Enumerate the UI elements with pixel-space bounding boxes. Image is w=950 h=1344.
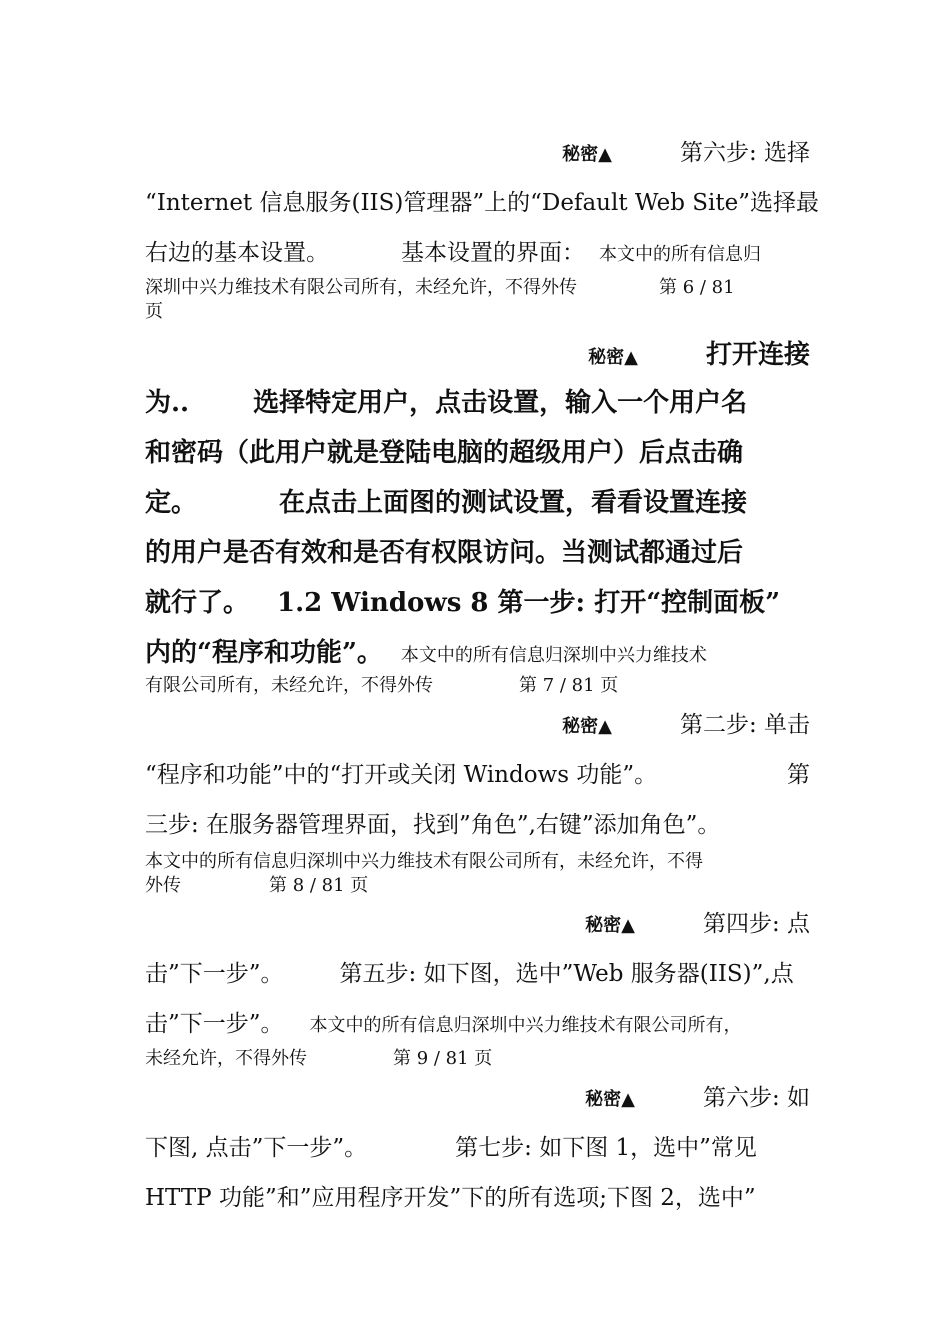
body-text: “程序和功能”中的“打开或关闭 Windows 功能”。 [145, 762, 658, 788]
body-line [145, 955, 810, 988]
body-line [145, 1005, 810, 1038]
body-text: 选择特定用户，点击设置，输入一个用户名 [253, 388, 748, 418]
secret-mark: 秘密▲ [585, 915, 635, 936]
footer-line [145, 297, 810, 323]
section-heading: 1.2 Windows 8 第一步: 打开“控制面板” [277, 588, 781, 618]
body-line [145, 806, 810, 839]
body-line [145, 756, 810, 789]
footer-line [145, 671, 810, 697]
body-text: 击”下一步”。 [145, 961, 284, 987]
body-text: 三步: 在服务器管理界面，找到”角色”,右键”添加角色”。 [145, 812, 721, 838]
body-line [145, 382, 810, 419]
body-text: 第 [787, 762, 810, 788]
footer-line [145, 1044, 810, 1070]
body-text: 为.. [145, 388, 190, 418]
body-text: 基本设置的界面： [401, 240, 585, 266]
secret-header-4 [145, 905, 810, 938]
body-text: 和密码（此用户就是登陆电脑的超级用户）后点击确 [145, 438, 744, 468]
footer-text: 本文中的所有信息归深圳中兴力维技术 [400, 645, 707, 666]
page-number: 页 [145, 301, 163, 322]
page-number: 第 9 / 81 页 [393, 1048, 493, 1069]
body-text: 的用户是否有效和是否有权限访问。当测试都通过后 [145, 538, 744, 568]
footer-line [145, 847, 810, 873]
body-text: “Internet 信息服务(IIS)管理器”上的“Default Web Site”选择最 [145, 190, 820, 216]
step-text: 第二步: 单击 [679, 712, 810, 738]
body-line [145, 532, 810, 569]
body-text: 就行了。 [145, 588, 250, 618]
footer-text: 本文中的所有信息归深圳中兴力维技术有限公司所有，未经允许，不得 [145, 851, 703, 872]
secret-header-2 [145, 334, 810, 371]
step-text: 打开连接 [705, 340, 810, 370]
secret-header-1 [145, 134, 810, 167]
body-text: 在点击上面图的测试设置，看看设置连接 [279, 488, 748, 518]
secret-header-5 [145, 1079, 810, 1112]
secret-mark: 秘密▲ [562, 716, 612, 737]
body-text: 右边的基本设置。 [145, 240, 329, 266]
body-text: 下图, 点击”下一步”。 [145, 1135, 368, 1161]
footer-text: 深圳中兴力维技术有限公司所有，未经允许，不得外传 [145, 277, 577, 298]
footer-text: 本文中的所有信息归 [599, 244, 761, 265]
body-text: 第五步: 如下图，选中”Web 服务器(IIS)”,点 [339, 961, 794, 987]
footer-text: 本文中的所有信息归深圳中兴力维技术有限公司所有， [309, 1015, 742, 1036]
secret-header-3 [145, 706, 810, 739]
body-line [145, 1129, 810, 1162]
body-text: 内的“程序和功能”。 [145, 638, 383, 668]
body-line [145, 184, 820, 217]
footer-text: 外传 [145, 875, 181, 896]
body-line [145, 482, 810, 519]
secret-mark: 秘密▲ [588, 347, 638, 368]
body-line [145, 632, 810, 669]
page-number: 第 6 / 81 [659, 277, 735, 298]
secret-mark: 秘密▲ [562, 144, 612, 165]
footer-text: 有限公司所有，未经允许，不得外传 [145, 675, 433, 696]
page-number: 第 7 / 81 页 [519, 675, 619, 696]
body-text: 击”下一步”。 [145, 1011, 284, 1037]
body-text: 定。 [145, 488, 198, 518]
step-text: 第六步: 选择 [679, 140, 810, 166]
body-text: 第七步: 如下图 1，选中”常见 [455, 1135, 757, 1161]
footer-line [145, 273, 810, 299]
body-line [145, 432, 810, 469]
step-text: 第六步: 如 [702, 1085, 810, 1111]
secret-mark: 秘密▲ [585, 1089, 635, 1110]
body-line [145, 234, 810, 267]
step-text: 第四步: 点 [702, 911, 810, 937]
body-text: HTTP 功能”和”应用程序开发”下的所有选项;下图 2，选中” [145, 1185, 756, 1211]
footer-text: 未经允许，不得外传 [145, 1048, 307, 1069]
body-line [145, 1179, 810, 1212]
page-number: 第 8 / 81 页 [269, 875, 369, 896]
footer-line [145, 871, 810, 897]
body-line [145, 582, 810, 619]
